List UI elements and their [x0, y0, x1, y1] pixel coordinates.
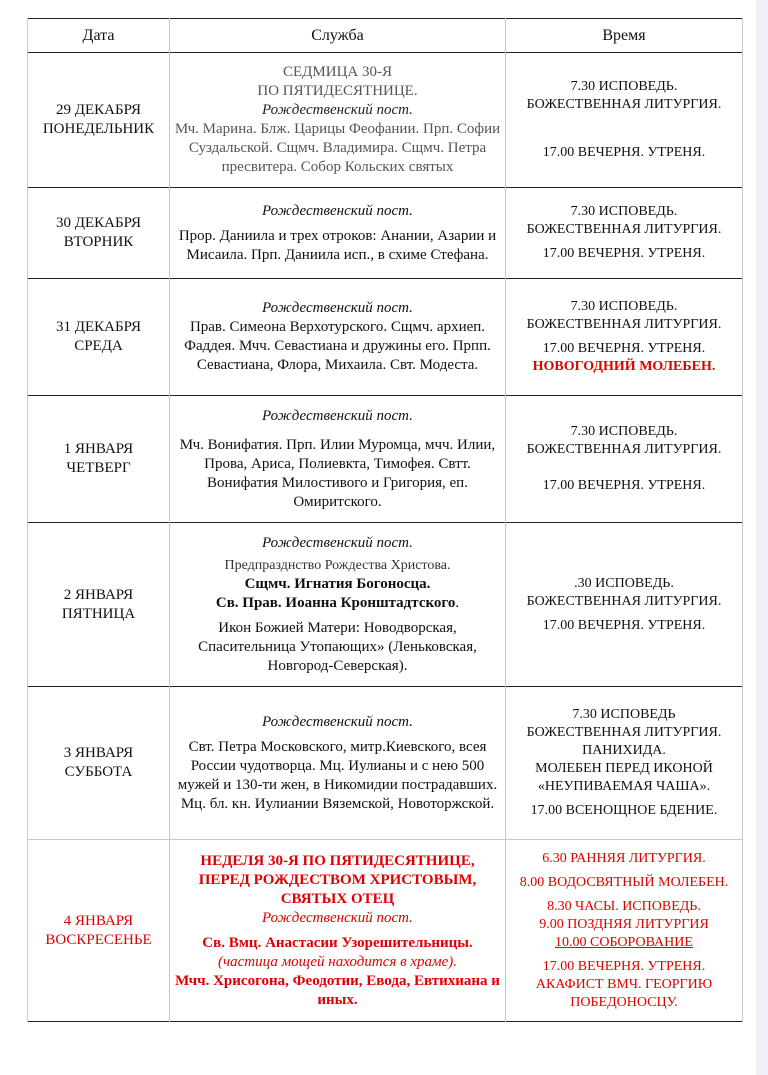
service-cell	[170, 53, 506, 188]
time-line: ПАНИХИДА.	[582, 743, 666, 758]
fast-label: Рождественский пост.	[262, 909, 413, 926]
time-cell	[506, 523, 743, 687]
date: 2 ЯНВАРЯ	[63, 586, 134, 603]
date-cell	[28, 523, 170, 687]
week-title-2: ПО ПЯТИДЕСЯТНИЦЕ.	[257, 83, 418, 99]
date: 31 ДЕКАБРЯ	[56, 319, 141, 335]
service-cell	[170, 188, 506, 279]
time-line: 17.00 ВЕЧЕРНЯ. УТРЕНЯ.	[542, 958, 706, 974]
weekday: ВТОРНИК	[63, 234, 134, 250]
time-line: 17.00 ВЕЧЕРНЯ. УТРЕНЯ.	[542, 617, 706, 633]
date-cell	[28, 687, 170, 840]
time-line: 17.00 ВЕЧЕРНЯ. УТРЕНЯ.	[542, 341, 706, 356]
time-line: БОЖЕСТВЕННАЯ ЛИТУРГИЯ.	[526, 97, 722, 112]
time-line: АКАФИСТ ВМЧ. ГЕОРГИЮ ПОБЕДОНОСЦУ.	[535, 976, 713, 1010]
time-line: 17.00 ВСЕНОЩНОЕ БДЕНИЕ.	[530, 803, 718, 818]
fast-label: Рождественский пост.	[262, 300, 413, 316]
time-line: 7.30 ИСПОВЕДЬ.	[570, 204, 678, 219]
service-cell	[170, 687, 506, 840]
time-line: БОЖЕСТВЕННАЯ ЛИТУРГИЯ.	[526, 593, 722, 609]
saint-john-period: .	[455, 594, 460, 611]
fast-label: Рождественский пост.	[262, 534, 413, 551]
header-date: Дата	[28, 19, 170, 53]
time-line: 7.30 ИСПОВЕДЬ.	[570, 424, 678, 439]
date-cell	[28, 279, 170, 396]
time-line: 6.30 РАННЯЯ ЛИТУРГИЯ.	[542, 850, 706, 866]
service-cell	[170, 523, 506, 687]
time-cell	[506, 279, 743, 396]
sunday-title: НЕДЕЛЯ 30-Я ПО ПЯТИДЕСЯТНИЦЕ, ПЕРЕД РОЖДЕСТВОМ ХРИСТОВЫМ, СВЯТЫХ ОТЕЦ	[198, 852, 477, 907]
weekday: ЧЕТВЕРГ	[66, 460, 131, 476]
time-line: 8.30 ЧАСЫ. ИСПОВЕДЬ.	[547, 898, 701, 914]
time-line: БОЖЕСТВЕННАЯ ЛИТУРГИЯ.	[526, 725, 722, 740]
date: 4 ЯНВАРЯ	[63, 912, 134, 929]
weekday: ПОНЕДЕЛЬНИК	[42, 121, 155, 137]
table-row	[28, 523, 743, 687]
new-year-moleben: НОВОГОДНИЙ МОЛЕБЕН.	[532, 359, 716, 374]
schedule-table	[27, 18, 743, 1022]
saint-anastasia: Св. Вмц. Анастасии Узорешительницы.	[202, 934, 473, 951]
time-line: МОЛЕБЕН ПЕРЕД ИКОНОЙ	[535, 761, 713, 776]
time-line: 17.00 ВЕЧЕРНЯ. УТРЕНЯ.	[542, 478, 706, 493]
header-row	[28, 19, 743, 53]
time-line: 8.00 ВОДОСВЯТНЫЙ МОЛЕБЕН.	[519, 874, 729, 890]
martyrs-text: Мчч. Хрисогона, Феодотии, Евода, Евтихиана и иных.	[175, 972, 500, 1008]
date-cell	[28, 840, 170, 1022]
service-cell	[170, 396, 506, 523]
saints-text: Мч. Вонифатия. Прп. Илии Муромца, мчч. Илии, Прова, Ариса, Полиевкта, Тимофея. Свтт. Вонифатия Милостивого и Григория, еп. Омиритского.	[179, 436, 496, 510]
date-cell	[28, 396, 170, 523]
time-cell	[506, 840, 743, 1022]
header-time: Время	[506, 19, 743, 53]
time-line: 7.30 ИСПОВЕДЬ.	[570, 79, 678, 94]
saints-text: Мч. Марина. Блж. Царицы Феофании. Прп. Софии Суздальской. Сщмч. Владимира. Сщмч. Петра пресвитера. Собор Кольских святых	[174, 121, 501, 175]
weekday: СРЕДА	[74, 338, 123, 354]
saint-john: Св. Прав. Иоанна Кронштадтского	[215, 594, 456, 611]
date: 30 ДЕКАБРЯ	[56, 215, 141, 231]
fast-label: Рождественский пост.	[262, 713, 413, 730]
table-row	[28, 279, 743, 396]
time-line: 9.00 ПОЗДНЯЯ ЛИТУРГИЯ	[539, 916, 709, 932]
date-cell	[28, 188, 170, 279]
fast-label: Рождественский пост.	[262, 102, 413, 118]
relic-note: (частица мощей находится в храме).	[218, 953, 457, 970]
table-row	[28, 396, 743, 523]
time-line: 17.00 ВЕЧЕРНЯ. УТРЕНЯ.	[542, 145, 706, 160]
weekday: ВОСКРЕСЕНЬЕ	[45, 931, 152, 948]
scrollbar-track[interactable]	[756, 0, 768, 1075]
weekday: ПЯТНИЦА	[61, 605, 136, 622]
fast-label: Рождественский пост.	[262, 407, 413, 424]
time-cell	[506, 53, 743, 188]
time-line: «НЕУПИВАЕМАЯ ЧАША».	[537, 779, 711, 794]
service-cell	[170, 840, 506, 1022]
saint-ignatius: Сщмч. Игнатия Богоносца.	[244, 575, 431, 592]
time-line: .30 ИСПОВЕДЬ.	[574, 575, 674, 591]
date: 29 ДЕКАБРЯ	[56, 102, 141, 118]
time-line: 7.30 ИСПОВЕДЬ	[572, 707, 676, 722]
fast-label: Рождественский пост.	[262, 202, 413, 219]
table-row	[28, 188, 743, 279]
time-cell	[506, 188, 743, 279]
header-service: Служба	[170, 19, 506, 53]
time-cell	[506, 687, 743, 840]
time-cell	[506, 396, 743, 523]
table-row	[28, 53, 743, 188]
time-line-unction: 10.00 СОБОРОВАНИЕ	[555, 934, 693, 950]
date: 1 ЯНВАРЯ	[63, 441, 134, 457]
time-line: 7.30 ИСПОВЕДЬ.	[570, 299, 678, 314]
forefeast-text: Предпразднство Рождества Христова.	[224, 557, 451, 573]
date: 3 ЯНВАРЯ	[63, 745, 134, 761]
time-line: БОЖЕСТВЕННАЯ ЛИТУРГИЯ.	[526, 442, 722, 457]
service-cell	[170, 279, 506, 396]
saints-text: Прав. Симеона Верхотурского. Сщмч. архиеп. Фаддея. Мчч. Севастиана и дружины его. Прпп. Севастиана, Флора, Михаила. Свт. Модеста.	[184, 319, 491, 373]
table-row	[28, 840, 743, 1022]
icons-text: Икон Божией Матери: Новодворская, Спасительница Утопающих» (Леньковская, Новгород-Северская).	[198, 619, 477, 674]
week-title: СЕДМИЦА 30-Я	[283, 64, 392, 80]
weekday: СУББОТА	[64, 764, 133, 780]
time-line: БОЖЕСТВЕННАЯ ЛИТУРГИЯ.	[526, 222, 722, 237]
time-line: 17.00 ВЕЧЕРНЯ. УТРЕНЯ.	[542, 246, 706, 261]
saints-text: Свт. Петра Московского, митр.Киевского, всея России чудотворца. Мц. Иулианы и с нею 500 мужей и 130-ти жен, в Никомидии пострадавших. Мц. бл. кн. Иулиании Вяземской, Новоторжской.	[177, 738, 498, 812]
time-line: БОЖЕСТВЕННАЯ ЛИТУРГИЯ.	[526, 317, 722, 332]
saints-text: Прор. Даниила и трех отроков: Анании, Азарии и Мисаила. Прп. Даниила исп., в схиме Стефана.	[178, 227, 497, 263]
date-cell	[28, 53, 170, 188]
table-row	[28, 687, 743, 840]
